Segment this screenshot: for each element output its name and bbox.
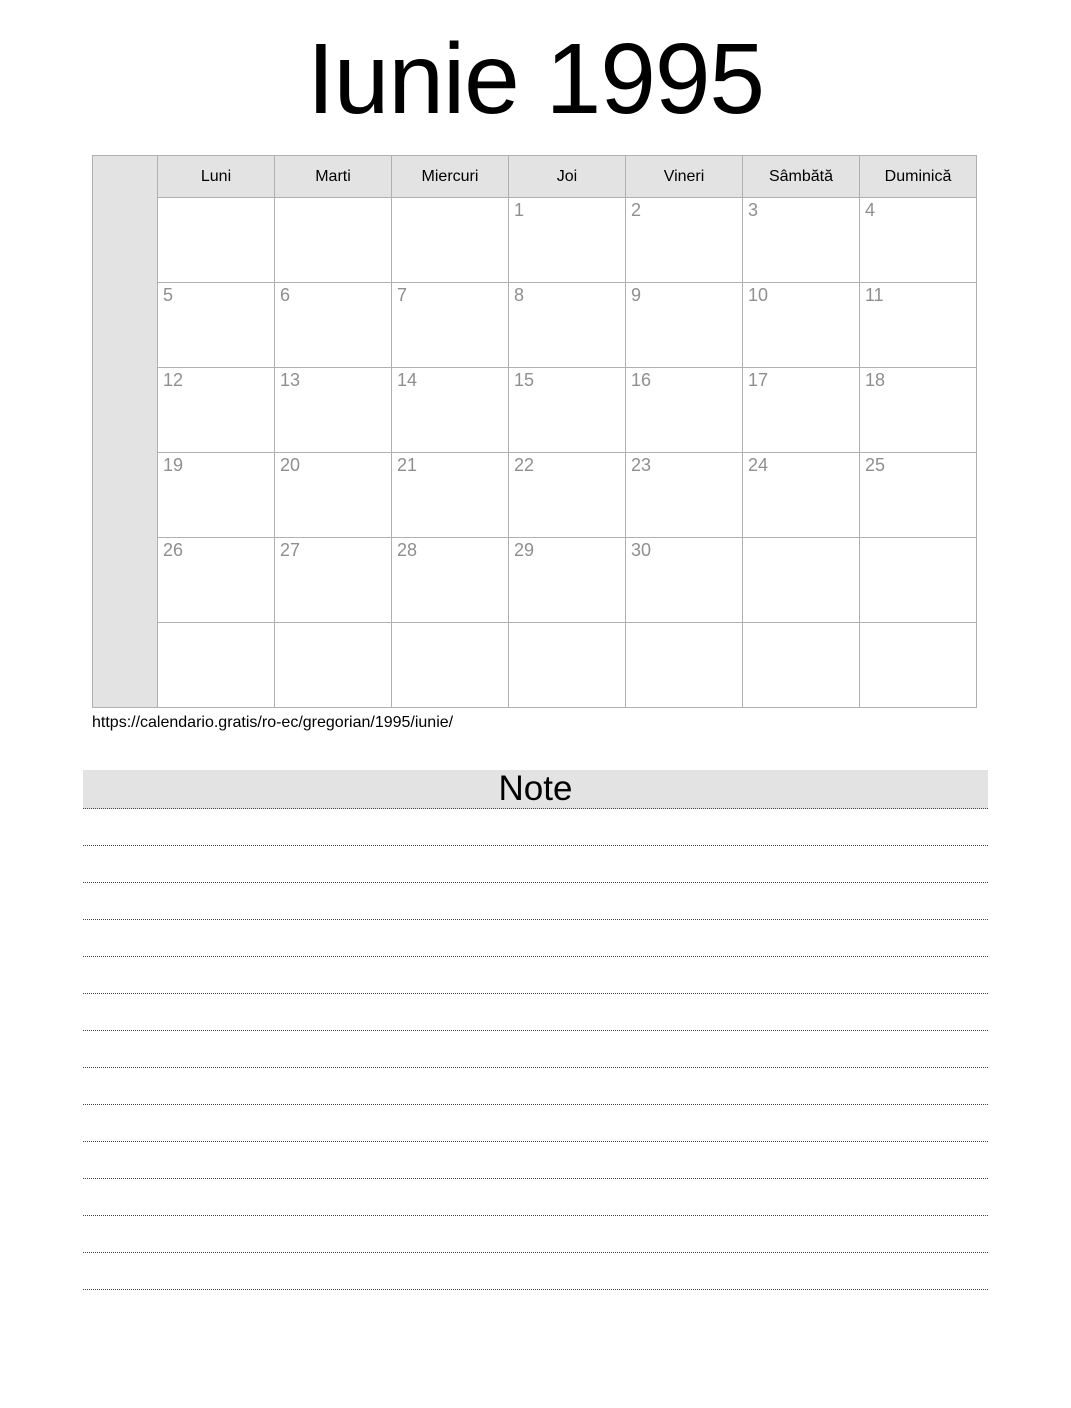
- day-number: 18: [865, 370, 886, 390]
- weekday-header-2: Marti: [275, 156, 392, 198]
- calendar-day-cell-8: [509, 283, 626, 368]
- day-number: 21: [397, 455, 418, 475]
- calendar-day-cell-20: [275, 453, 392, 538]
- calendar-day-cell-30: [626, 538, 743, 623]
- day-number: 13: [280, 370, 301, 390]
- calendar-day-cell-1: [509, 198, 626, 283]
- weekday-header-4: Joi: [509, 156, 626, 198]
- week-row-5: [93, 538, 977, 623]
- calendar-empty-cell: [509, 623, 626, 708]
- calendar-day-cell-22: [509, 453, 626, 538]
- calendar-day-cell-11: [860, 283, 977, 368]
- calendar-day-cell-15: [509, 368, 626, 453]
- calendar-day-cell-26: [158, 538, 275, 623]
- calendar-day-cell-10: [743, 283, 860, 368]
- note-line: [83, 883, 988, 920]
- week-number-column: [93, 156, 158, 708]
- day-number: 10: [748, 285, 769, 305]
- day-number: 27: [280, 540, 301, 560]
- note-lines-container: [83, 809, 988, 1290]
- calendar-day-cell-2: [626, 198, 743, 283]
- note-line: [83, 1105, 988, 1142]
- week-row-3: [93, 368, 977, 453]
- calendar-empty-cell: [626, 623, 743, 708]
- notes-section: [83, 770, 988, 1290]
- day-number: 20: [280, 455, 301, 475]
- day-number: 24: [748, 455, 769, 475]
- day-number: 29: [514, 540, 535, 560]
- calendar-day-cell-19: [158, 453, 275, 538]
- day-number: 26: [163, 540, 184, 560]
- day-number: 8: [514, 285, 525, 305]
- day-number: 5: [163, 285, 174, 305]
- day-number: 3: [748, 200, 759, 220]
- page-title: Iunie 1995: [306, 23, 765, 135]
- calendar-day-cell-5: [158, 283, 275, 368]
- calendar-day-cell-6: [275, 283, 392, 368]
- day-number: 22: [514, 455, 535, 475]
- day-number: 6: [280, 285, 291, 305]
- calendar-day-cell-4: [860, 198, 977, 283]
- calendar-empty-cell: [158, 623, 275, 708]
- note-line: [83, 1142, 988, 1179]
- day-number: 2: [631, 200, 642, 220]
- note-line: [83, 809, 988, 846]
- day-number: 1: [514, 200, 525, 220]
- day-number: 15: [514, 370, 535, 390]
- note-line: [83, 1253, 988, 1290]
- note-line: [83, 846, 988, 883]
- day-number: 7: [397, 285, 408, 305]
- note-line: [83, 1216, 988, 1253]
- weekday-header-3: Miercuri: [392, 156, 509, 198]
- calendar-empty-cell: [392, 198, 509, 283]
- calendar-day-cell-28: [392, 538, 509, 623]
- day-number: 16: [631, 370, 652, 390]
- notes-header: [83, 770, 988, 809]
- notes-heading: Note: [498, 769, 573, 808]
- day-number: 30: [631, 540, 652, 560]
- week-row-6: [93, 623, 977, 708]
- note-line: [83, 1031, 988, 1068]
- day-number: 9: [631, 285, 642, 305]
- calendar-empty-cell: [743, 538, 860, 623]
- calendar-day-cell-29: [509, 538, 626, 623]
- calendar-day-cell-13: [275, 368, 392, 453]
- source-url: https://calendario.gratis/ro-ec/gregorian/1995/iunie/: [92, 714, 454, 731]
- calendar-day-cell-23: [626, 453, 743, 538]
- calendar-day-cell-3: [743, 198, 860, 283]
- week-row-1: [93, 198, 977, 283]
- weekday-header-5: Vineri: [626, 156, 743, 198]
- note-line: [83, 1179, 988, 1216]
- day-number: 4: [865, 200, 876, 220]
- calendar-day-cell-21: [392, 453, 509, 538]
- calendar-day-cell-18: [860, 368, 977, 453]
- note-line: [83, 1068, 988, 1105]
- day-number: 19: [163, 455, 184, 475]
- calendar-day-cell-17: [743, 368, 860, 453]
- calendar-day-cell-24: [743, 453, 860, 538]
- week-row-4: [93, 453, 977, 538]
- day-number: 25: [865, 455, 886, 475]
- note-line: [83, 957, 988, 994]
- calendar-day-cell-25: [860, 453, 977, 538]
- weekday-header-7: Duminică: [860, 156, 977, 198]
- day-number: 23: [631, 455, 652, 475]
- calendar-day-cell-12: [158, 368, 275, 453]
- calendar-empty-cell: [392, 623, 509, 708]
- calendar-empty-cell: [860, 538, 977, 623]
- calendar-day-cell-27: [275, 538, 392, 623]
- day-number: 14: [397, 370, 418, 390]
- calendar-empty-cell: [275, 198, 392, 283]
- week-row-2: [93, 283, 977, 368]
- calendar-table: [92, 155, 977, 708]
- weekday-header-row: [93, 156, 977, 198]
- calendar-table-body: [93, 156, 977, 708]
- calendar-empty-cell: [743, 623, 860, 708]
- calendar-empty-cell: [860, 623, 977, 708]
- day-number: 17: [748, 370, 769, 390]
- calendar-day-cell-7: [392, 283, 509, 368]
- weekday-header-6: Sâmbătă: [743, 156, 860, 198]
- note-line: [83, 920, 988, 957]
- day-number: 28: [397, 540, 418, 560]
- day-number: 12: [163, 370, 184, 390]
- note-line: [83, 994, 988, 1031]
- calendar-day-cell-9: [626, 283, 743, 368]
- calendar-day-cell-16: [626, 368, 743, 453]
- calendar-empty-cell: [275, 623, 392, 708]
- calendar-day-cell-14: [392, 368, 509, 453]
- weekday-header-1: Luni: [158, 156, 275, 198]
- calendar-empty-cell: [158, 198, 275, 283]
- day-number: 11: [865, 285, 884, 305]
